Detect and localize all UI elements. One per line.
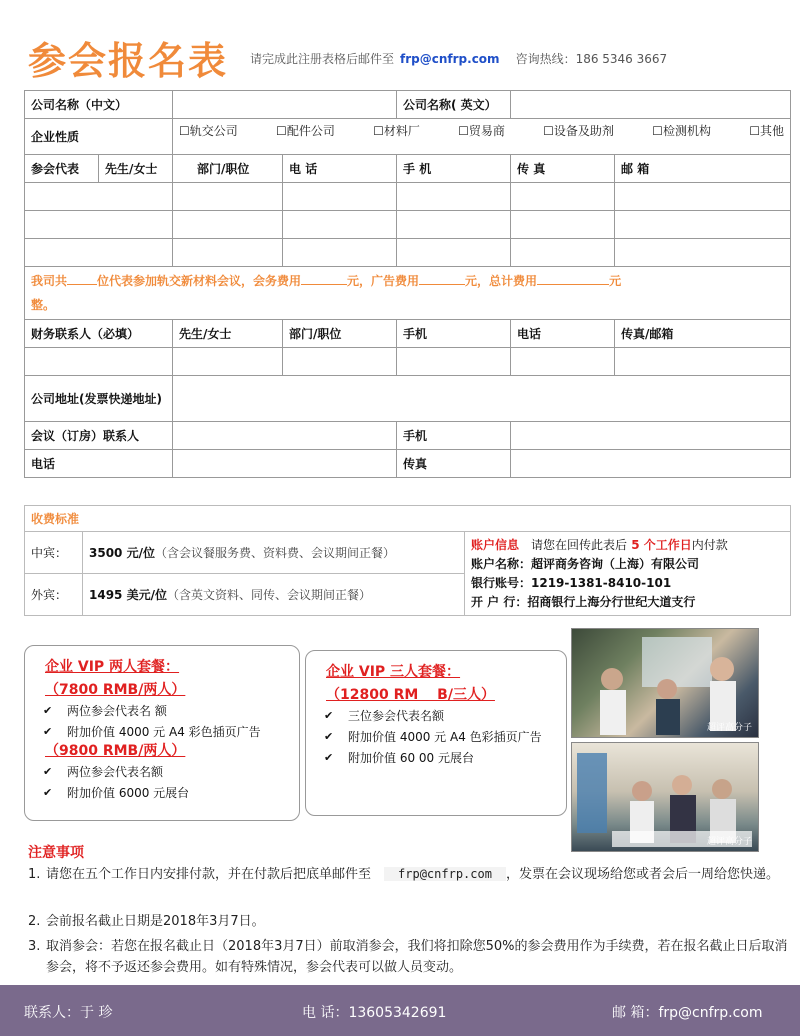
domestic-label: 中宾：	[25, 532, 83, 574]
foreign-fee: 1495 美元/位（含英文资料、同传、会议期间正餐）	[83, 574, 465, 616]
list-item: ✔ 附加价值 6000 元展台	[37, 784, 287, 802]
footer-phone: 电 话：13605342691	[302, 1005, 447, 1021]
finance-header: 先生/女士	[173, 320, 283, 348]
vip-two-title: 企业 VIP 两人套餐：	[45, 659, 180, 675]
address-input[interactable]	[173, 376, 791, 422]
account-name: 账户名称：超评商务咨询（上海）有限公司	[471, 556, 700, 571]
finance-header: 手机	[397, 320, 511, 348]
account-title: 账户信息	[471, 537, 520, 552]
list-item: ✔ 附加价值 4000 元 A4 彩色插页广告	[37, 723, 287, 741]
page-title: 参会报名表	[28, 39, 229, 83]
photo-watermark: 超评高分子	[706, 723, 752, 733]
fee-table	[24, 505, 791, 616]
list-item: ✔ 附加价值 4000 元 A4 色彩插页广告	[318, 728, 554, 746]
vip-three-title: 企业 VIP 三人套餐：	[326, 664, 461, 680]
finance-row	[25, 348, 791, 376]
delegate-cell[interactable]	[173, 211, 283, 239]
delegate-header: 传 真	[511, 155, 615, 183]
vip-two-package	[24, 645, 300, 821]
subtitle-prefix: 请完成此注册表格后邮件至	[250, 52, 395, 66]
finance-header: 部门/职位	[283, 320, 397, 348]
delegate-cell[interactable]	[173, 183, 283, 211]
phone-label: 电话	[25, 450, 173, 478]
ad-fee-blank[interactable]	[419, 271, 465, 285]
finance-cell[interactable]	[397, 348, 511, 376]
delegate-header: 部门/职位	[173, 155, 283, 183]
meeting-contact-label: 会议（订房）联系人	[25, 422, 173, 450]
finance-cell[interactable]	[173, 348, 283, 376]
header-email-link[interactable]: frp@cnfrp.com	[400, 52, 500, 66]
nature-option-testing[interactable]: ☐检测机构	[652, 124, 711, 138]
finance-cell[interactable]	[283, 348, 397, 376]
delegate-cell[interactable]	[283, 211, 397, 239]
delegate-cell[interactable]	[615, 239, 791, 267]
delegate-cell[interactable]	[25, 239, 173, 267]
delegate-row	[25, 183, 791, 211]
delegate-header: 电 话	[283, 155, 397, 183]
nature-option-equipment[interactable]: ☐设备及助剂	[543, 124, 614, 138]
delegate-cell[interactable]	[511, 183, 615, 211]
hotline: 咨询热线：186 5346 3667	[515, 52, 668, 66]
account-info: 账户信息 请您在回传此表后 5 个工作日内付款 账户名称：超评商务咨询（上海）有限公司 银行账号：1219-1381-8410-101 开 户 行：招商银行上海分行世纪大道支行	[465, 532, 791, 616]
company-en-label: 公司名称( 英文）	[397, 91, 511, 119]
nature-options	[173, 119, 791, 155]
conference-photo-2	[571, 742, 759, 852]
delegate-cell[interactable]	[397, 239, 511, 267]
delegate-cell[interactable]	[25, 183, 173, 211]
mobile-label: 手机	[397, 422, 511, 450]
total-fee-blank[interactable]	[537, 271, 609, 285]
fax-input[interactable]	[511, 450, 791, 478]
footer-email[interactable]: 邮 箱：frp@cnfrp.com	[612, 1005, 763, 1021]
note-email[interactable]: frp@cnfrp.com	[384, 867, 506, 881]
photo-watermark: 超评高分子	[706, 837, 752, 847]
company-en-input[interactable]	[511, 91, 791, 119]
company-cn-input[interactable]	[173, 91, 397, 119]
meeting-contact-input[interactable]	[173, 422, 397, 450]
nature-option-rail[interactable]: ☐轨交公司	[179, 124, 238, 138]
note-2: 2. 会前报名截止日期是2018年3月7日。	[28, 914, 265, 929]
finance-cell[interactable]	[511, 348, 615, 376]
vip-two-price-a: （7800 RMB/两人）	[45, 682, 186, 698]
delegate-row	[25, 239, 791, 267]
phone-input[interactable]	[173, 450, 397, 478]
fee-title: 收费标准	[25, 506, 791, 532]
delegate-cell[interactable]	[283, 239, 397, 267]
vip-two-price-b: （9800 RMB/两人）	[45, 743, 186, 759]
finance-header: 电话	[511, 320, 615, 348]
mobile-input[interactable]	[511, 422, 791, 450]
account-number: 银行账号：1219-1381-8410-101	[471, 575, 672, 590]
nature-label: 企业性质	[25, 119, 173, 155]
meeting-fee-blank[interactable]	[301, 271, 347, 285]
footer-contact: 联系人：于 珍	[24, 1005, 113, 1021]
nature-option-other[interactable]: ☐其他	[749, 124, 784, 138]
header-subtitle	[250, 50, 667, 67]
conference-photo-1	[571, 628, 759, 738]
fax-label: 传真	[397, 450, 511, 478]
delegate-count-blank[interactable]	[67, 271, 97, 285]
nature-option-parts[interactable]: ☐配件公司	[276, 124, 335, 138]
notes-title: 注意事项	[28, 845, 84, 861]
fee-summary: 我司共 位代表参加轨交新材料会议，会务费用 元，广告费用 元，总计费用 元 整。	[25, 267, 791, 320]
list-item: ✔ 附加价值 60 00 元展台	[318, 749, 554, 767]
list-item: ✔ 两位参会代表名额	[37, 763, 287, 781]
note-1: 1. 请您在五个工作日内安排付款，并在付款后把底单邮件至 frp@cnfrp.com ，发票在会议现场给您或者会后一周给您快递。	[28, 867, 779, 882]
delegate-cell[interactable]	[511, 211, 615, 239]
address-label: 公司地址(发票快递地址)	[25, 376, 173, 422]
delegate-cell[interactable]	[397, 211, 511, 239]
nature-option-trader[interactable]: ☐贸易商	[458, 124, 505, 138]
delegate-cell[interactable]	[283, 183, 397, 211]
finance-header: 传真/邮箱	[615, 320, 791, 348]
finance-cell[interactable]	[615, 348, 791, 376]
delegate-header: 手 机	[397, 155, 511, 183]
vip-three-package	[305, 650, 567, 816]
finance-cell[interactable]	[25, 348, 173, 376]
account-bank: 开 户 行：招商银行上海分行世纪大道支行	[471, 594, 696, 609]
foreign-label: 外宾：	[25, 574, 83, 616]
domestic-fee: 3500 元/位（含会议餐服务费、资料费、会议期间正餐）	[83, 532, 465, 574]
finance-header: 财务联系人（必填）	[25, 320, 173, 348]
delegate-cell[interactable]	[25, 211, 173, 239]
delegate-row	[25, 211, 791, 239]
list-item: ✔ 三位参会代表名额	[318, 707, 554, 725]
delegate-cell[interactable]	[615, 183, 791, 211]
nature-option-material[interactable]: ☐材料厂	[373, 124, 420, 138]
delegate-header: 先生/女士	[99, 155, 173, 183]
delegate-cell[interactable]	[397, 183, 511, 211]
vip-three-price: （12800 RM B/三人）	[326, 687, 495, 703]
footer-bar	[0, 985, 800, 1036]
list-item: ✔ 两位参会代表名 额	[37, 702, 287, 720]
delegate-header: 参会代表	[25, 155, 99, 183]
delegate-cell[interactable]	[173, 239, 283, 267]
company-cn-label: 公司名称（中文）	[25, 91, 173, 119]
registration-table	[24, 90, 791, 478]
delegate-header: 邮 箱	[615, 155, 791, 183]
delegate-cell[interactable]	[615, 211, 791, 239]
note-3: 3. 取消参会：若您在报名截止日（2018年3月7日）前取消参会，我们将扣除您50%的参会费用作为手续费，若在报名截止日后取消参会，将不予返还参会费用。如有特殊情况，参会代表可以做人员变动。	[28, 939, 788, 975]
delegate-cell[interactable]	[511, 239, 615, 267]
